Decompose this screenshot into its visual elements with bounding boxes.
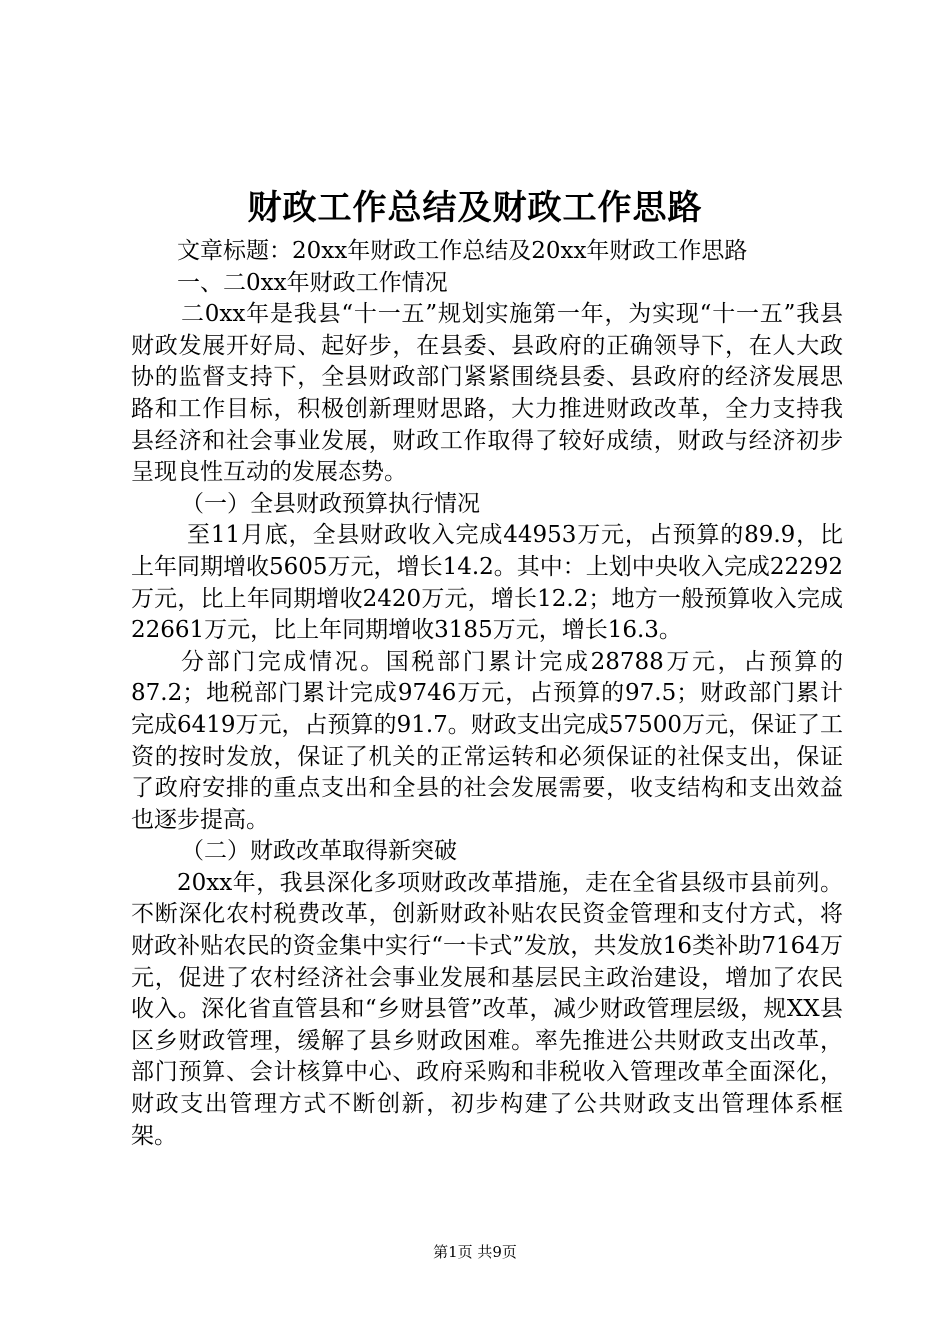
paragraph-reform: 20xx年，我县深化多项财政改革措施，走在全省县级市县前列。不断深化农村税费改革，创新财政补贴农民资金管理和支付方式，将财政补贴农民的资金集中实行“一卡式”发放，共发放16类补助7164万元，促进了农村经济社会事业发展和基层民主政治建设，增加了农民收入。深化省直管县和“乡财县管”改革，减少财政管理层级，规XX县区乡财政管理，缓解了县乡财政困难。率先推进公共财政支出改革，部门预算、会计核算中心、政府采购和非税收入管理改革全面深化，财政支出管理方式不断创新，初步构建了公共财政支出管理体系框架。 xyxy=(131,869,843,1149)
page-number: 第1页 共9页 xyxy=(433,1243,517,1261)
paragraph-departments: 分部门完成情况。国税部门累计完成28788万元，占预算的87.2；地税部门累计完成9746万元，占预算的97.5；财政部门累计完成6419万元，占预算的91.7。财政支出完成57500万元，保证了工资的按时发放，保证了机关的正常运转和必须保证的社保支出，保证了政府安排的重点支出和全县的社会发展需要，收支结构和支出效益也逐步提高。 xyxy=(131,648,843,833)
article-title-line: 文章标题：20xx年财政工作总结及20xx年财政工作思路 xyxy=(177,238,748,264)
paragraph-revenue: 至11月底，全县财政收入完成44953万元，占预算的89.9，比上年同期增收5605万元，增长14.2。其中：上划中央收入完成22292万元，比上年同期增收2420万元，增长12.2；地方一般预算收入完成22661万元，比上年同期增收3185万元，增长16.3。 xyxy=(131,522,843,644)
document-title: 财政工作总结及财政工作思路 xyxy=(247,188,703,228)
document-body xyxy=(131,236,843,1152)
subsection-heading-budget: （一）全县财政预算执行情况 xyxy=(181,490,480,517)
paragraph-overview: 二0xx年是我县“十一五”规划实施第一年，为实现“十一五”我县财政发展开好局、起好步，在县委、县政府的正确领导下，在人大政协的监督支持下，全县财政部门紧紧围绕县委、县政府的经济发展思路和工作目标，积极创新理财思路，大力推进财政改革，全力支持我县经济和社会事业发展，财政工作取得了较好成绩，财政与经济初步呈现良性互动的发展态势。 xyxy=(131,301,843,486)
subsection-heading-reform: （二）财政改革取得新突破 xyxy=(181,838,457,865)
section-heading-1: 一、二0xx年财政工作情况 xyxy=(177,269,448,296)
